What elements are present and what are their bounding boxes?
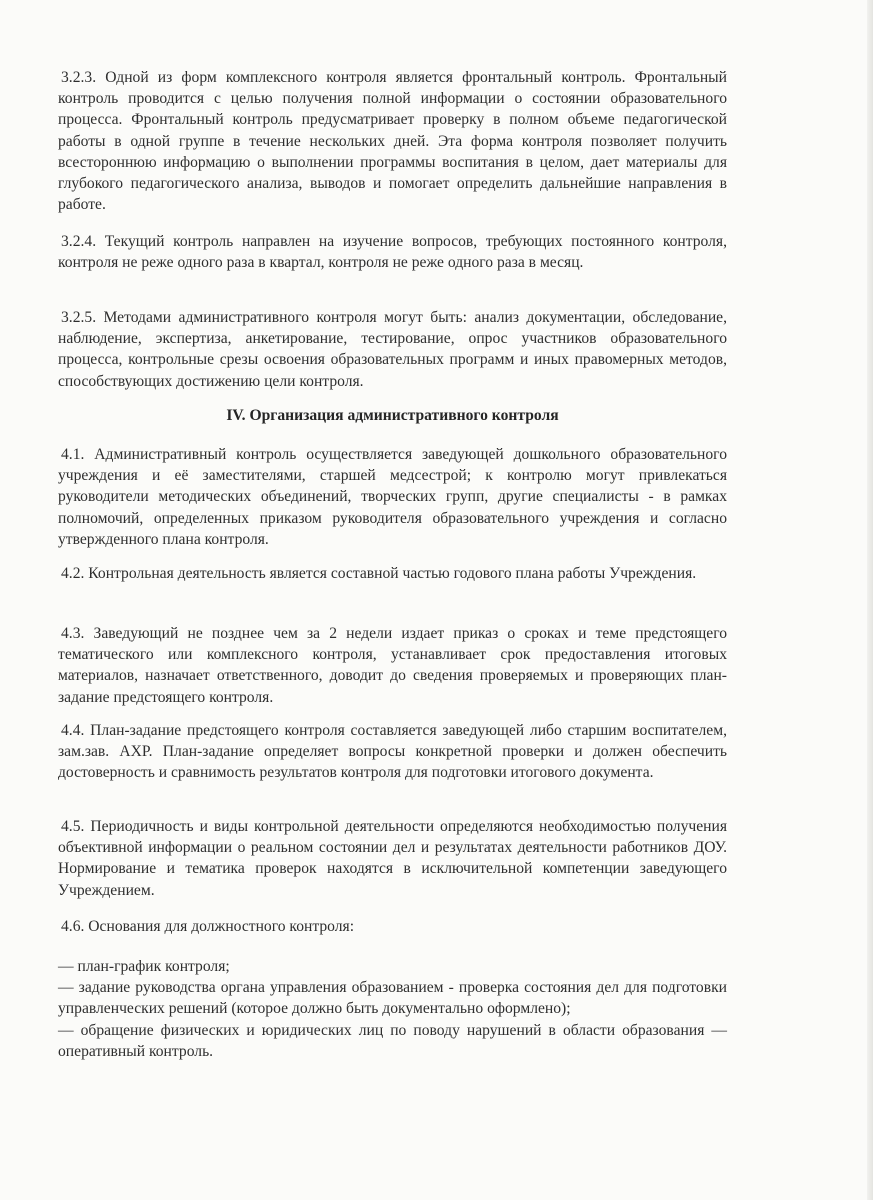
list-item: — обращение физических и юридических лиц по поводу нарушений в области образования — оперативный контроль. <box>58 1021 727 1060</box>
paragraph-4-2: 4.2. Контрольная деятельность является составной частью годового плана работы Учреждения. <box>61 565 697 582</box>
paragraph-4-5: 4.5. Периодичность и виды контрольной деятельности определяются необходимостью получения объективной информации о реальном состоянии дел и результатах деятельности работников ДОУ. Нормирование и тематика проверок находятся в исключительной компетенции заведующего Учреждением. <box>58 818 727 899</box>
paragraph-4-4: 4.4. План-задание предстоящего контроля составляется заведующей либо старшим воспитателем, зам.зав. АХР. План-задание определяет вопросы конкретной проверки и должен обеспечить достоверность и сравнимость результатов контроля для подготовки итогового документа. <box>58 722 727 782</box>
paragraph-3-2-4: 3.2.4. Текущий контроль направлен на изучение вопросов, требующих постоянного контроля, контроля не реже одного раза в квартал, контроля не реже одного раза в месяц. <box>58 233 727 272</box>
list-item: — задание руководства органа управления образованием - проверка состояния дел для подготовки управленческих решений (которое должно быть документально оформлено); <box>58 979 727 1018</box>
paragraph-4-6: 4.6. Основания для должностного контроля: <box>61 918 355 935</box>
grounds-list <box>58 956 727 1062</box>
list-item: — план-график контроля; <box>58 958 230 975</box>
paragraph-3-2-5: 3.2.5. Методами административного контроля могут быть: анализ документации, обследование, наблюдение, экспертиза, анкетирование, тестирование, опрос участников образовательного процесса, контрольные срезы освоения образовательных программ и иных правомерных методов, способствующих достижению цели контроля. <box>58 309 727 390</box>
paragraph-4-1: 4.1. Административный контроль осуществляется заведующей дошкольного образовательного учреждения и её заместителями, старшей медсестрой; к контролю могут привлекаться руководители методических объединений, творческих групп, другие специалисты - в рамках полномочий, определенных приказом руководителя образовательного учреждения и согласно утвержденного плана контроля. <box>58 446 727 548</box>
section-heading-iv: IV. Организация административного контроля <box>226 407 559 424</box>
paragraph-4-3: 4.3. Заведующий не позднее чем за 2 недели издает приказ о сроках и теме предстоящего тематического или комплексного контроля, устанавливает срок предоставления итоговых материалов, назначает ответственного, доводит до сведения проверяемых и проверяющих план-задание предстоящего контроля. <box>58 625 727 706</box>
scan-page-edge <box>867 0 873 1200</box>
paragraph-3-2-3: 3.2.3. Одной из форм комплексного контроля является фронтальный контроль. Фронтальный контроль проводится с целью получения полной информации о состоянии образовательного процесса. Фронтальный контроль предусматривает проверку в полном объеме педагогической работы в одной группе в течение нескольких дней. Эта форма контроля позволяет получить всестороннюю информацию о выполнении программы воспитания в целом, дает материалы для глубокого педагогического анализа, выводов и помогает определить дальнейшие направления в работе. <box>58 69 727 214</box>
